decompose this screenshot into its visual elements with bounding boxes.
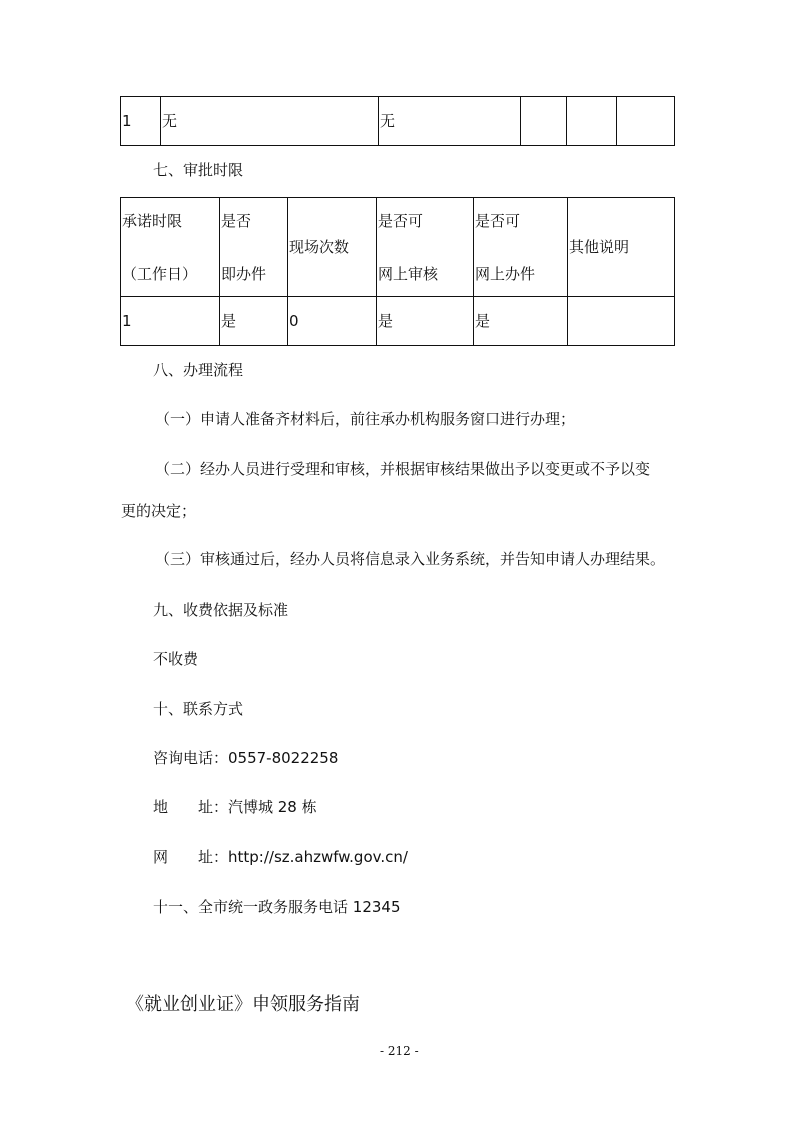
materials-table	[120, 96, 675, 146]
table-cell: 无	[161, 97, 379, 146]
table-cell	[617, 97, 675, 146]
table-cell: 是	[220, 297, 288, 346]
header-line: 网上审核	[378, 265, 439, 283]
contact-address: 地 址：汽博城 28 栋	[153, 798, 317, 816]
table-header-cell	[121, 198, 220, 297]
table-header-cell: 现场次数	[288, 198, 377, 297]
section-heading: 七、审批时限	[153, 161, 244, 179]
section-heading: 九、收费依据及标准	[153, 601, 289, 619]
section-heading: 八、办理流程	[153, 361, 244, 379]
table-cell: 0	[288, 297, 377, 346]
table-header-cell	[474, 198, 568, 297]
table-header-cell: 其他说明	[568, 198, 675, 297]
contact-website: 网 址：http://sz.ahzwfw.gov.cn/	[153, 848, 408, 866]
header-line: 是否可	[378, 212, 424, 230]
header-line: 是否可	[475, 212, 521, 230]
fee-text: 不收费	[153, 650, 199, 668]
table-cell: 1	[121, 297, 220, 346]
process-step: （三）审核通过后，经办人员将信息录入业务系统，并告知申请人办理结果。	[155, 550, 666, 568]
page-number: - 212 -	[380, 1044, 419, 1058]
table-cell: 是	[377, 297, 474, 346]
time-limit-table	[120, 197, 675, 346]
header-line: （工作日）	[122, 265, 198, 283]
table-row	[121, 297, 675, 346]
table-header-cell	[377, 198, 474, 297]
table-header-row	[121, 198, 675, 297]
section-heading: 十、联系方式	[153, 700, 244, 718]
contact-phone: 咨询电话：0557-8022258	[153, 749, 339, 767]
table-cell	[567, 97, 617, 146]
table-cell: 无	[379, 97, 521, 146]
table-cell: 是	[474, 297, 568, 346]
header-line: 承诺时限	[122, 212, 183, 230]
table-cell	[521, 97, 567, 146]
process-step: （一）申请人准备齐材料后，前往承办机构服务窗口进行办理；	[155, 410, 576, 428]
guide-title: 《就业创业证》申领服务指南	[126, 994, 360, 1015]
process-step: （二）经办人员进行受理和审核，并根据审核结果做出予以变更或不予以变	[155, 460, 651, 478]
process-step-continuation: 更的决定；	[121, 502, 197, 520]
section-heading: 十一、全市统一政务服务电话 12345	[153, 898, 401, 916]
header-line: 是否	[221, 212, 252, 230]
header-line: 网上办件	[475, 265, 536, 283]
table-header-cell	[220, 198, 288, 297]
table-cell: 1	[121, 97, 161, 146]
table-cell	[568, 297, 675, 346]
table-row	[121, 97, 675, 146]
header-line: 即办件	[221, 265, 267, 283]
